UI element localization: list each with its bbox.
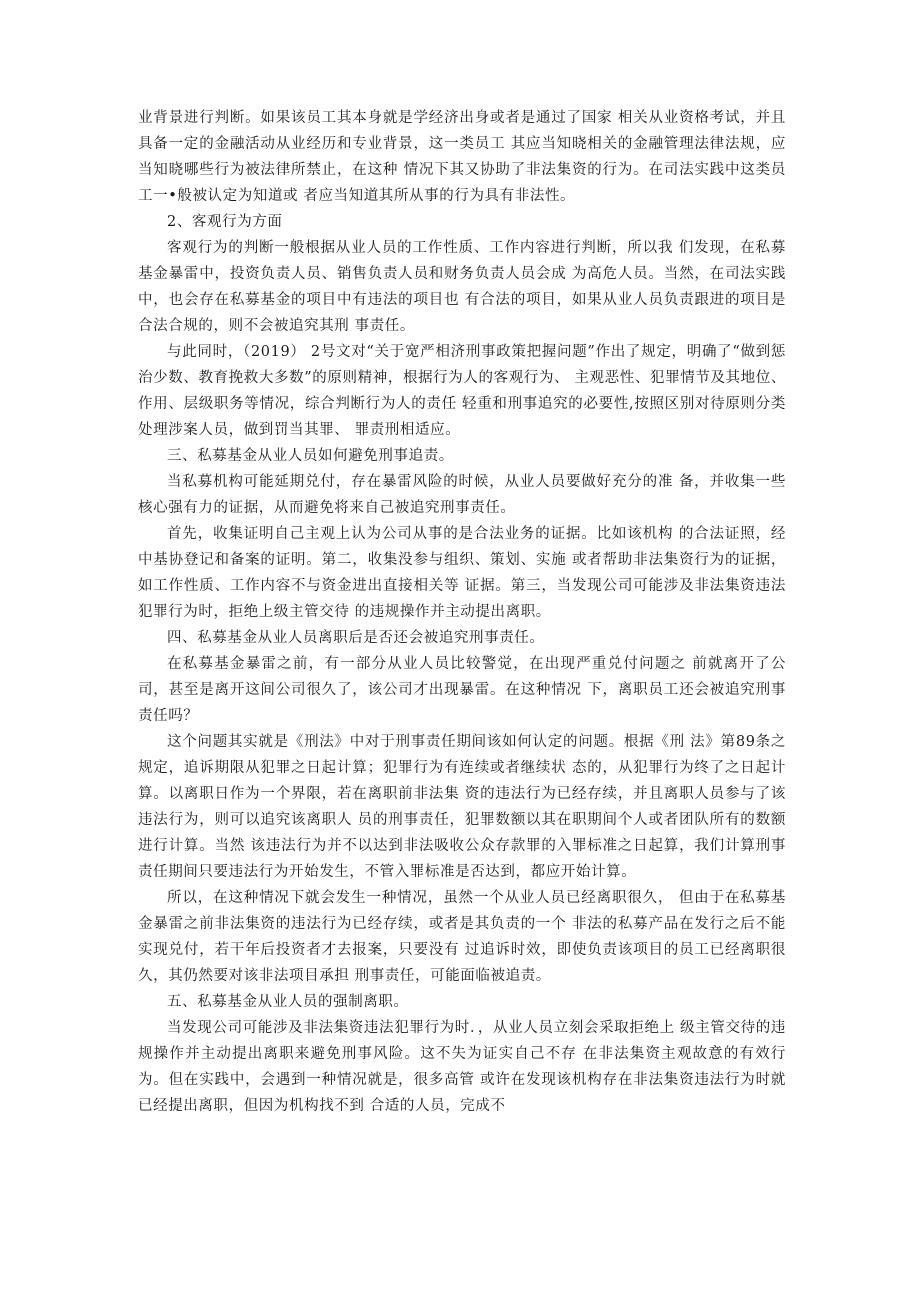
paragraph-criminal-law-article: 这个问题其实就是《刑法》中对于刑事责任期间该如何认定的问题。根据《刑 法》第89条之规定，追诉期限从犯罪之日起计算；犯罪行为有连续或者继续状 态的，从犯罪行为终了之日起计算。以离职日作为一个界限，若在离职前非法集 资的违法行为已经存续，并且离职人员参与了该违法行为，则可以追究该离职人 员的刑事责任，犯罪数额以其在职期间个人或者团队所有的数额进行计算。当然 该违法行为并不以达到非法吸收公众存款罪的入罪标准之日起算，我们计算刑事 责任期间只要违法行为开始发生，不管入罪标准是否达到，都应开始计算。 (138, 734, 786, 880)
paragraph-objective-behavior: 客观行为的判断一般根据从业人员的工作性质、工作内容进行判断，所以我 们发现，在私募基金暴雷中，投资负责人员、销售负责人员和财务负责人员会成 为高危人员。当然，在司法实践中，也会存在私募基金的项目中有违法的项目也 有合法的项目，如果从业人员负责跟进的项目是合法合规的，则不会被追究其刑 事责任。 (138, 240, 786, 334)
section-heading-forced-resignation: 五、私募基金从业人员的强制离职。 (167, 994, 409, 1010)
paragraph-continuation: 业背景进行判断。如果该员工其本身就是学经济出身或者是通过了国家 相关从业资格考试，并且具备一定的金融活动从业经历和专业背景，这一类员工 其应当知晓相关的金融管理法律法规，应当知晓哪些行为被法律所禁止，在这种 情况下其又协助了非法集资的行为。在司法实践中这类员工一•般被认定为知道或 者应当知道其所从事的行为具有非法性。 (138, 110, 786, 204)
section-heading-avoid-liability: 三、私募基金从业人员如何避免刑事追责。 (167, 448, 454, 464)
paragraph-prepare-evidence: 当私募机构可能延期兑付，存在暴雷风险的时候，从业人员要做好充分的准 备，并收集一些核心强有力的证据，从而避免将来自己被追究刑事责任。 (138, 474, 786, 516)
section-heading-after-resignation: 四、私募基金从业人员离职后是否还会被追究刑事责任。 (167, 630, 545, 646)
paragraph-long-resigned: 所以，在这种情况下就会发生一种情况，虽然一个从业人员已经离职很久， 但由于在私募基金暴雷之前非法集资的违法行为已经存续，或者是其负责的一个 非法的私募产品在发行之后不能实现兑付，若干年后投资者才去报案，只要没有 过追诉时效，即使负责该项目的员工已经离职很久，其仍然要对该非法项目承担 刑事责任，可能面临被追责。 (138, 890, 786, 984)
paragraph-2019-policy: 与此同时，（2019） 2号文对“关于宽严相济刑事政策把握问题”作出了规定，明确了“做到惩治少数、教育挽救大多数”的原则精神，根据行为人的客观行为、 主观恶性、犯罪情节及其地位、作用、层级职务等情况，综合判断行为人的责任 轻重和刑事追究的必要性,按照区别对待原则分类处理涉案人员，做到罚当其罪、 罪责刑相适应。 (138, 344, 786, 438)
subheading-objective-behavior: 2、客观行为方面 (167, 214, 283, 230)
paragraph-forced-resignation: 当发现公司可能涉及非法集资违法犯罪行为时．，从业人员立刻会采取拒绝上 级主管交待的违规操作并主动提出离职来避免刑事风险。这不失为证实自己不存 在非法集资主观故意的有效行为。但在实践中，会遇到一种情况就是，很多高管 或许在发现该机构存在非法集资违法行为时就已经提出离职，但因为机构找不到 合适的人员，完成不 (138, 1020, 786, 1114)
document-body (138, 105, 786, 1119)
paragraph-evidence-steps: 首先，收集证明自己主观上认为公司从事的是合法业务的证据。比如该机构 的合法证照，经中基协登记和备案的证明。第二，收集没参与组织、策划、实施 或者帮助非法集资行为的证据，如工作性质、工作内容不与资金进出直接相关等 证据。第三，当发现公司可能涉及非法集资违法犯罪行为时，拒绝上级主管交待 的违规操作并主动提出离职。 (138, 526, 786, 620)
paragraph-early-resignation: 在私募基金暴雷之前，有一部分从业人员比较警觉，在出现严重兑付问题之 前就离开了公司，甚至是离开这间公司很久了，该公司才出现暴雷。在这种情况 下，离职员工还会被追究刑事责任吗？ (138, 656, 786, 724)
